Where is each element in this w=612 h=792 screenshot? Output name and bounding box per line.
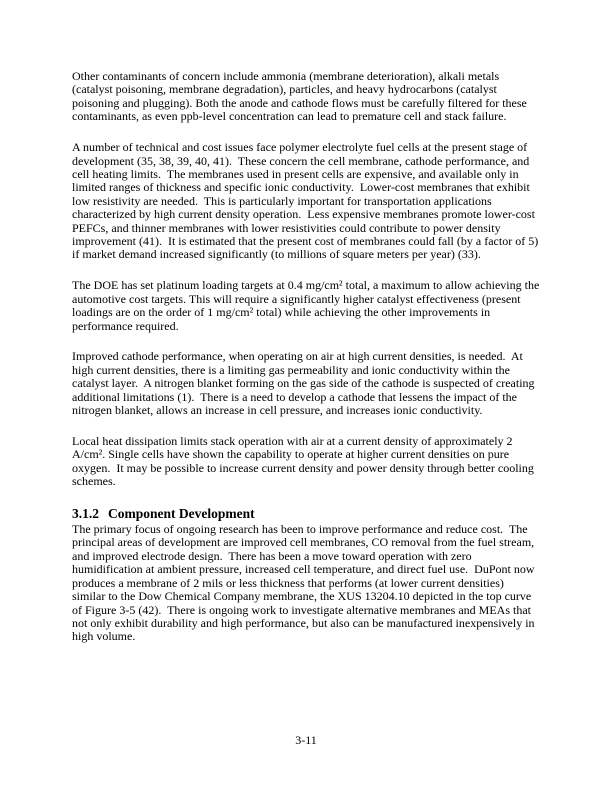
section-heading <box>72 506 540 522</box>
page-number: 3-11 <box>295 733 317 747</box>
page-content <box>72 69 543 661</box>
paragraph-component-development: The primary focus of ongoing research has been to improve performance and reduce cost. The principal areas of development are improved cell membranes, CO removal from the fuel stream, and improved electrode design. There has been a move toward operation with zero humidification at ambient pressure, increased cell temperature, and direct fuel use. DuPont now produces a membrane of 2 mils or less thickness that performs (at lower current densities) similar to the Dow Chemical Company membrane, the XUS 13204.10 depicted in the top curve of Figure 3-5 (42). There is ongoing work to investigate alternative membranes and MEAs that not only exhibit durability and high performance, but also can be manufactured inexpensively in high volume. <box>72 522 538 644</box>
section-number: 3.1.2 <box>72 506 99 522</box>
paragraph-cathode-performance: Improved cathode performance, when operating on air at high current densities, is needed. At high current densities, there is a limiting gas permeability and ionic conductivity within the catalyst layer. A nitrogen blanket forming on the gas side of the cathode is suspected of creating additional limitations (1). There is a need to develop a cathode that lessens the impact of the nitrogen blanket, allows an increase in cell pressure, and increases ionic conductivity. <box>72 349 538 418</box>
paragraph-contaminants: Other contaminants of concern include ammonia (membrane deterioration), alkali metals (catalyst poisoning, membrane degradation), particles, and heavy hydrocarbons (catalyst poisoning and plugging). Both the anode and cathode flows must be carefully filtered for these contaminants, as even ppb-level concentration can lead to premature cell and stack failure. <box>72 69 530 124</box>
paragraph-technical-cost-issues: A number of technical and cost issues face polymer electrolyte fuel cells at the present stage of development (35, 38, 39, 40, 41). These concern the cell membrane, cathode performance, and cell heating limits. The membranes used in present cells are expensive, and available only in limited ranges of thickness and specific ionic conductivity. Lower-cost membranes that exhibit low resistivity are needed. This is particularly important for transportation applications characterized by high current density operation. Less expensive membranes promote lower-cost PEFCs, and thinner membranes with lower resistivities could contribute to power density improvement (41). It is estimated that the present cost of membranes could fall (by a factor of 5) if market demand increased significantly (to millions of square meters per year) (33). <box>72 140 542 262</box>
section-title: Component Development <box>108 506 255 522</box>
paragraph-doe-platinum-targets: The DOE has set platinum loading targets at 0.4 mg/cm² total, a maximum to allow achieving the automotive cost targets. This will require a significantly higher catalyst effectiveness (present loadings are on the order of 1 mg/cm² total) while achieving the other improvements in performance required. <box>72 278 543 333</box>
paragraph-heat-dissipation: Local heat dissipation limits stack operation with air at a current density of approximately 2 A/cm². Single cells have shown the capability to operate at higher current densities on pure oxygen. It may be possible to increase current density and power density through better cooling schemes. <box>72 433 537 489</box>
